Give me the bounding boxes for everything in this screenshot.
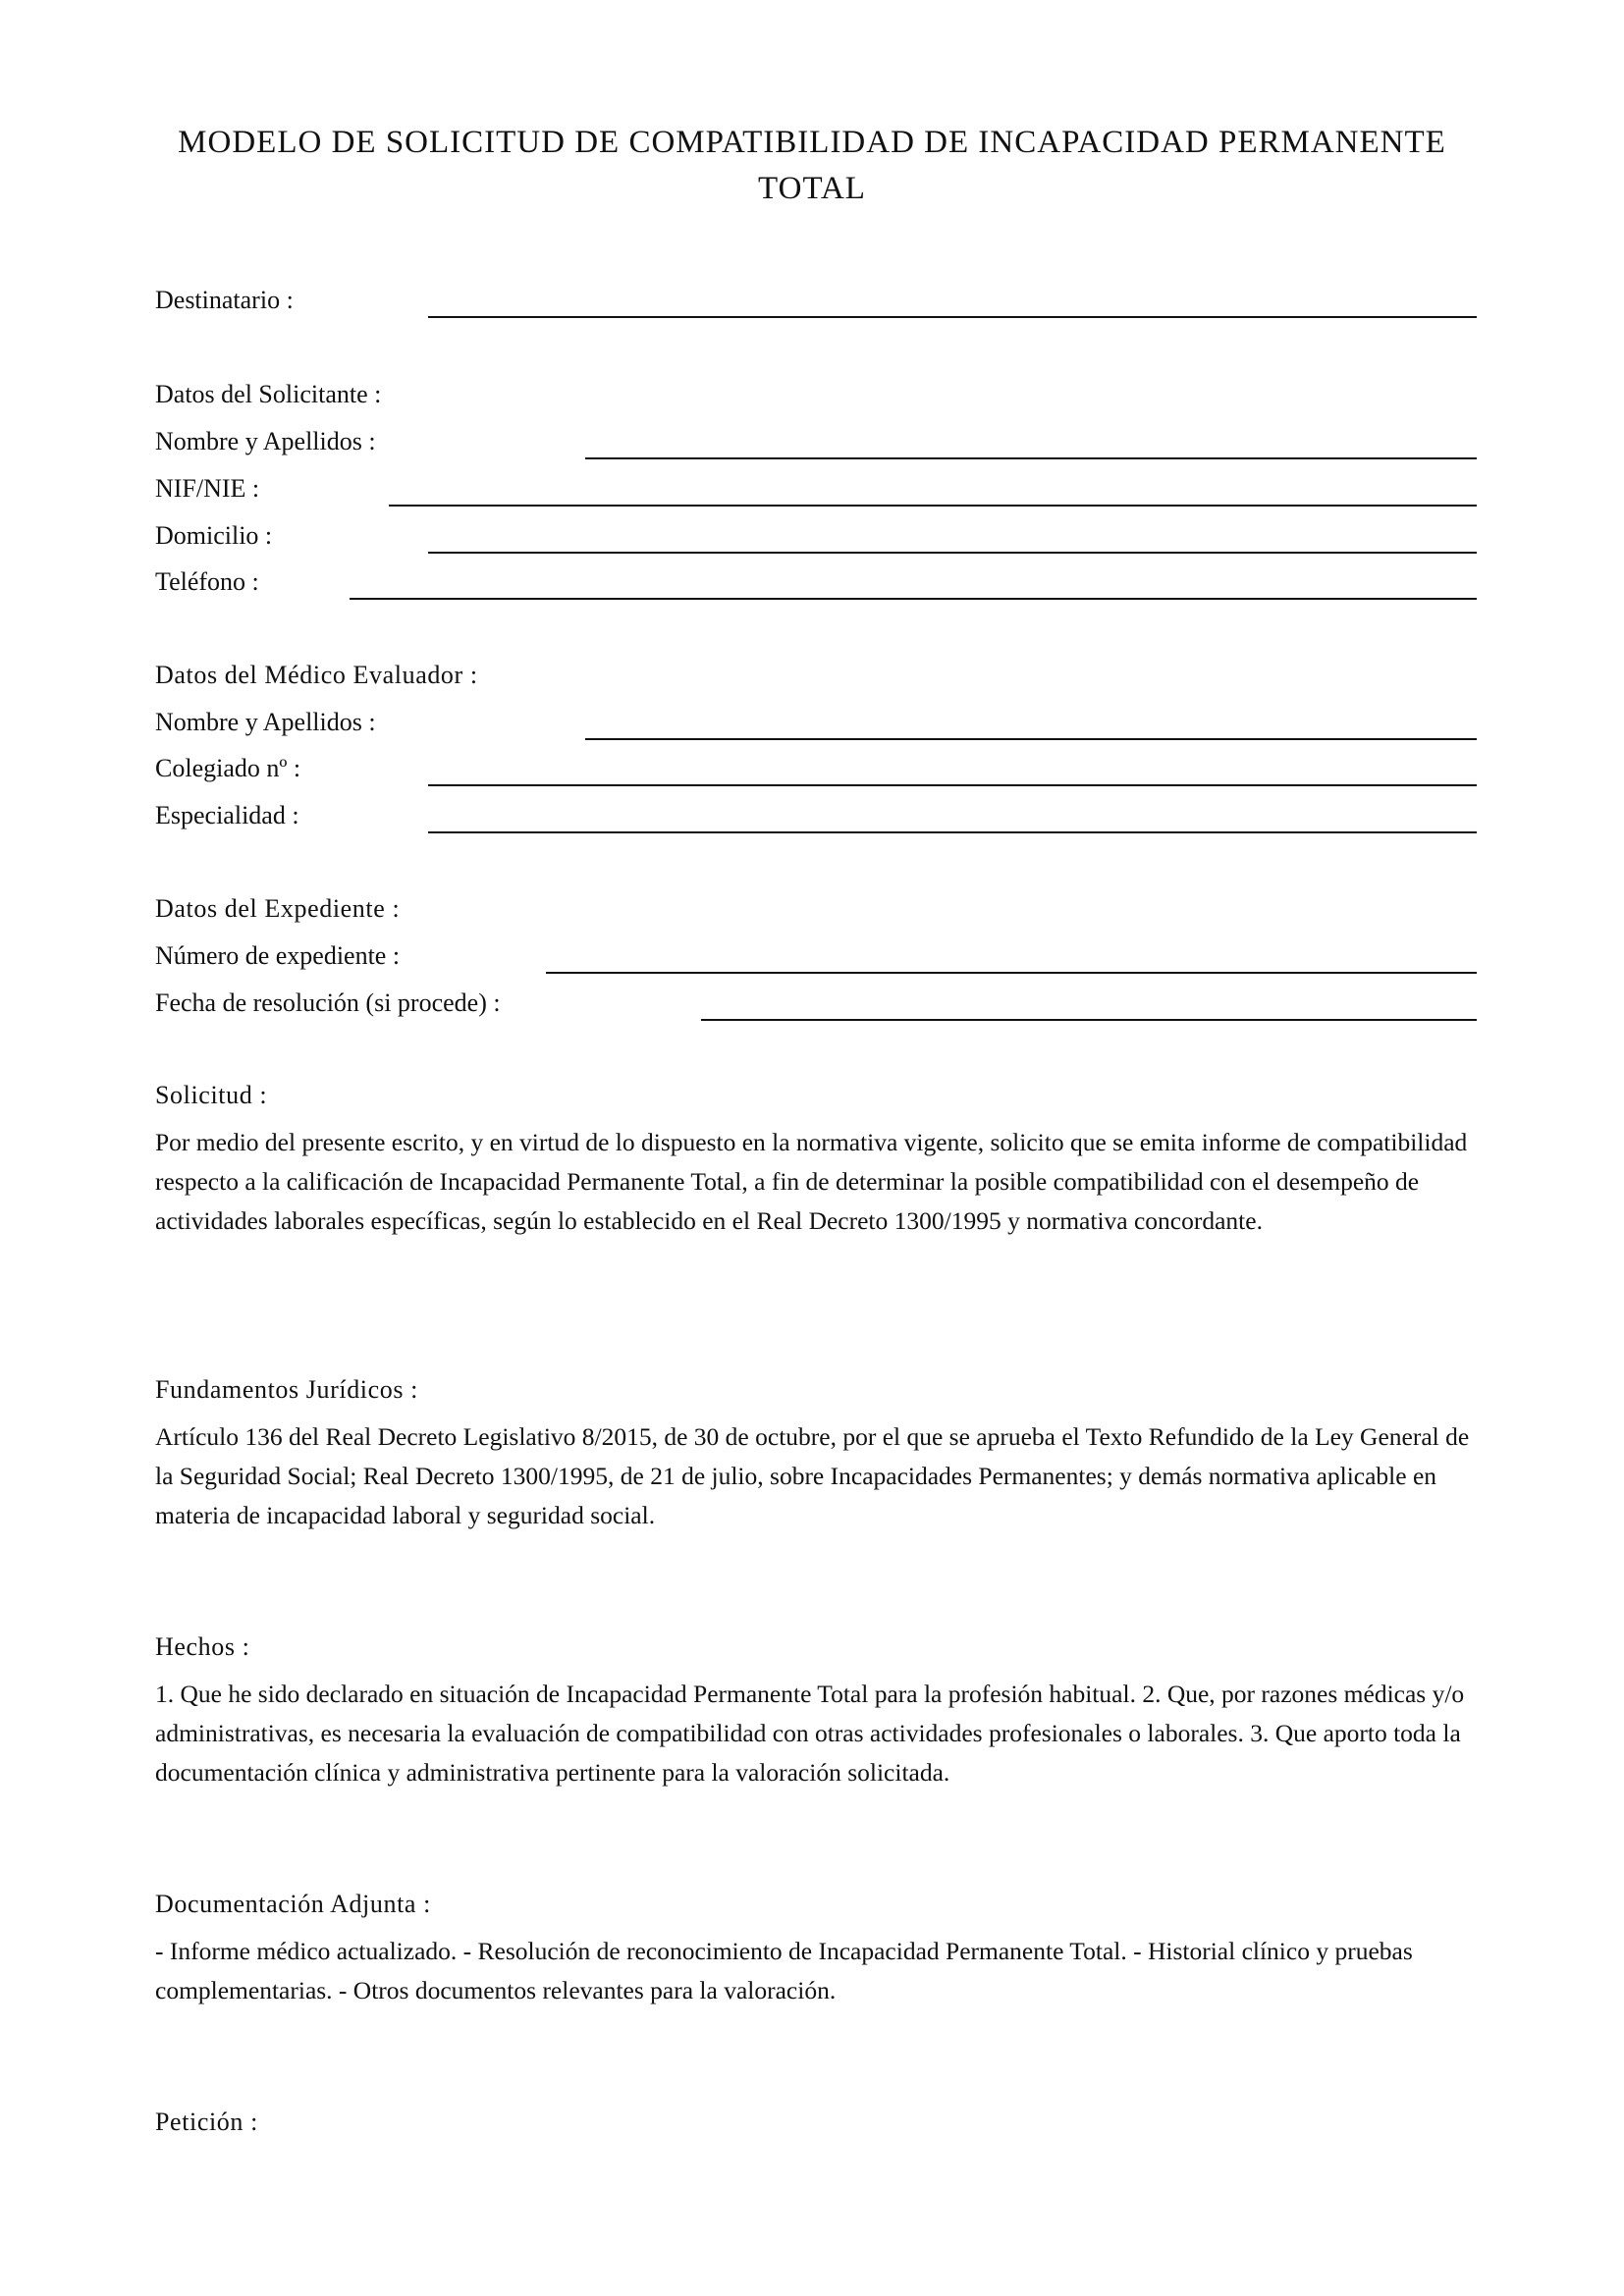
expediente-heading: Datos del Expediente : (155, 894, 401, 923)
solicitante-heading: Datos del Solicitante : (155, 380, 382, 408)
solicitante-domicilio-label: Domicilio : (155, 521, 273, 550)
expediente-numero-label: Número de expediente : (155, 941, 401, 970)
solicitud-heading: Solicitud : (155, 1081, 268, 1109)
expediente-fecha-field-line[interactable] (701, 1019, 1477, 1021)
medico-nombre-label: Nombre y Apellidos : (155, 708, 376, 736)
solicitante-nif-label: NIF/NIE : (155, 474, 260, 503)
solicitante-domicilio-field-line[interactable] (428, 552, 1477, 554)
solicitante-telefono-field-line[interactable] (350, 598, 1477, 600)
medico-especialidad-field-line[interactable] (428, 831, 1477, 833)
hechos-heading: Hechos : (155, 1632, 250, 1661)
documentacion-paragraph: - Informe médico actualizado. - Resolución de reconocimiento de Incapacidad Permanente Total. - Historial clínico y pruebas complementarias. - Otros documentos relevantes para la valoración. (155, 1937, 1413, 2004)
hechos-paragraph: 1. Que he sido declarado en situación de Incapacidad Permanente Total para la profesión habitual. 2. Que, por razones médicas y/o administrativas, es necesaria la evaluación de compatibilidad con otras actividades profesionales o laborales. 3. Que aporto toda la documentación clínica y administrativa pertinente para la valoración solicitada. (155, 1680, 1465, 1787)
solicitante-telefono-label: Teléfono : (155, 567, 259, 596)
peticion-heading: Petición : (155, 2108, 258, 2136)
medico-colegiado-field-line[interactable] (428, 784, 1477, 786)
medico-especialidad-label: Especialidad : (155, 801, 299, 829)
medico-heading: Datos del Médico Evaluador : (155, 661, 478, 689)
medico-nombre-field-line[interactable] (585, 738, 1477, 740)
document-title: MODELO DE SOLICITUD DE COMPATIBILIDAD DE INCAPACIDAD PERMANENTE TOTAL (178, 125, 1446, 206)
solicitante-nif-field-line[interactable] (389, 505, 1477, 507)
fundamentos-heading: Fundamentos Jurídicos : (155, 1375, 419, 1404)
solicitud-paragraph: Por medio del presente escrito, y en virtud de lo dispuesto en la normativa vigente, solicito que se emita informe de compatibilidad respecto a la calificación de Incapacidad Permanente Total, a fin de determinar la posible compatibilidad con el desempeño de actividades laborales específicas, según lo establecido en el Real Decreto 1300/1995 y normativa concordante. (155, 1128, 1468, 1235)
destinatario-label: Destinatario : (155, 286, 294, 314)
documentacion-heading: Documentación Adjunta : (155, 1890, 431, 1918)
solicitante-nombre-label: Nombre y Apellidos : (155, 427, 376, 455)
medico-colegiado-label: Colegiado nº : (155, 754, 301, 782)
solicitante-nombre-field-line[interactable] (585, 457, 1477, 459)
expediente-fecha-label: Fecha de resolución (si procede) : (155, 988, 501, 1017)
fundamentos-paragraph: Artículo 136 del Real Decreto Legislativo 8/2015, de 30 de octubre, por el que se aprueba el Texto Refundido de la Ley General de la Seguridad Social; Real Decreto 1300/1995, de 21 de julio, sobre Incapacidades Permanentes; y demás normativa aplicable en materia de incapacidad laboral y seguridad social. (155, 1422, 1470, 1529)
destinatario-field-line[interactable] (428, 316, 1477, 318)
expediente-numero-field-line[interactable] (546, 972, 1477, 974)
